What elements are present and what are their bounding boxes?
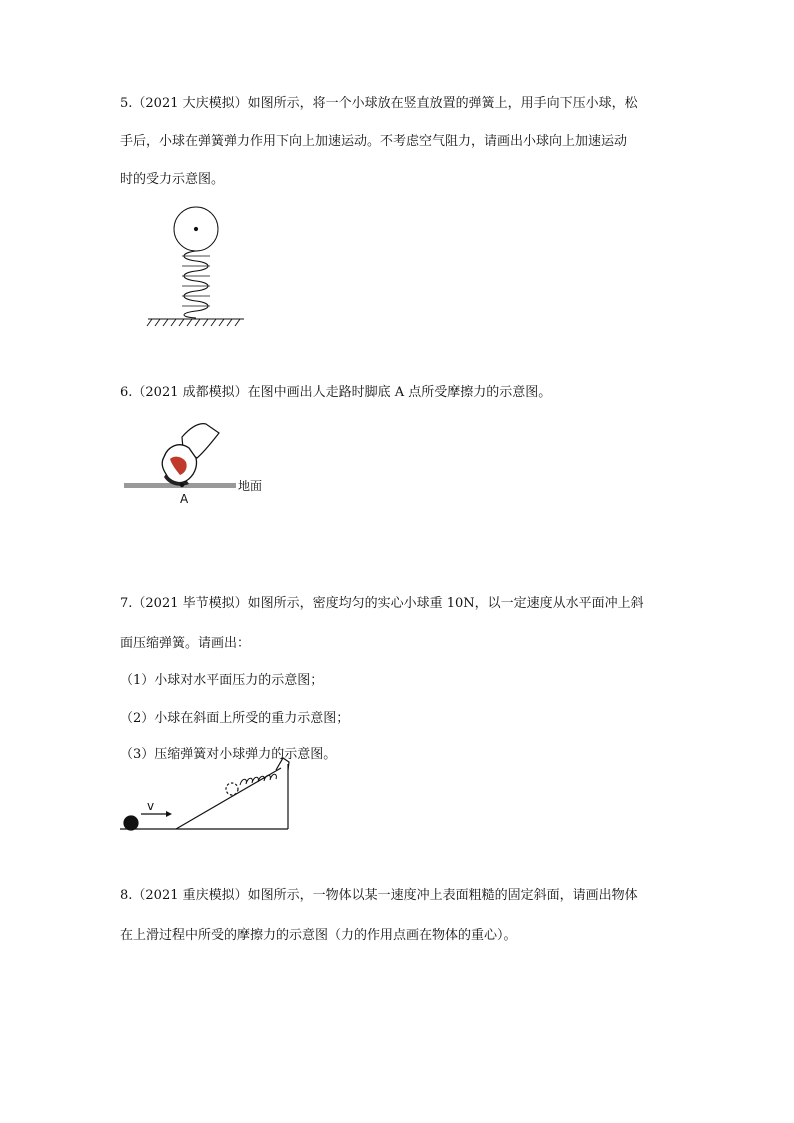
q5-figure (147, 207, 244, 326)
incline-spring (240, 774, 276, 785)
q6-text-line-1: 6.（2021 成都模拟）在图中画出人走路时脚底 A 点所受摩擦力的示意图。 (120, 385, 552, 400)
q7-figure (120, 758, 289, 830)
vertical-spring (184, 251, 208, 318)
point-a-label: A (180, 492, 189, 506)
q7-item-2: （2）小球在斜面上所受的重力示意图； (120, 711, 350, 726)
q8-text-line-1: 8.（2021 重庆模拟）如图所示，一物体以某一速度冲上表面粗糙的固定斜面，请画出物体 (120, 888, 638, 903)
q8-text-line-2: 在上滑过程中所受的摩擦力的示意图（力的作用点画在物体的重心）。 (120, 928, 517, 943)
q5-text-line-3: 时的受力示意图。 (120, 172, 225, 187)
q7-text-line-1: 7.（2021 毕节模拟）如图所示，密度均匀的实心小球重 10N，以一定速度从水平面冲上斜 (120, 596, 644, 611)
ground-label: 地面 (238, 479, 263, 493)
q5-text-line-1: 5.（2021 大庆模拟）如图所示，将一个小球放在竖直放置的弹簧上，用手向下压小球，松 (120, 96, 638, 111)
velocity-arrowhead (166, 811, 172, 817)
q6-figure (124, 424, 262, 506)
q7-item-3: （3）压缩弹簧对小球弹力的示意图。 (120, 747, 337, 762)
q5-text-line-2: 手后，小球在弹簧弹力作用下向上加速运动。不考虑空气阻力，请画出小球向上加速运动 (120, 134, 628, 149)
q7-text-line-2: 面压缩弹簧。请画出： (120, 636, 251, 651)
velocity-label: v (147, 799, 155, 813)
ball-on-ground (124, 816, 138, 830)
ground-hatching (147, 319, 240, 326)
ball-center-dot (194, 227, 197, 230)
q7-item-1: （1）小球对水平面压力的示意图； (120, 673, 324, 688)
point-a-marker (180, 483, 184, 487)
ball-on-incline (226, 783, 238, 795)
spring-stop (276, 758, 289, 770)
